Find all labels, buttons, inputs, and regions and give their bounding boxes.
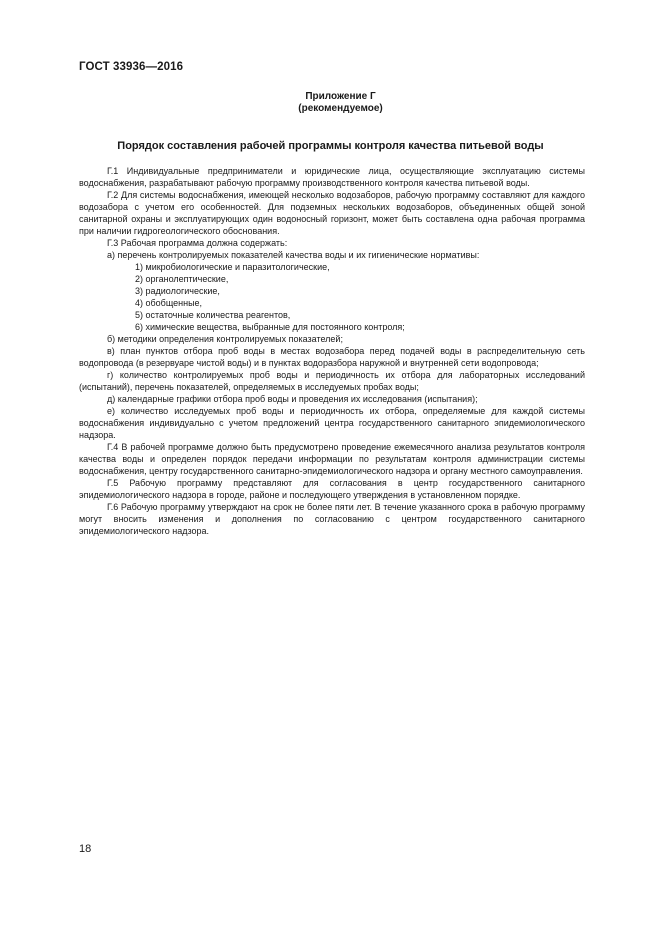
list-item-a: а) перечень контролируемых показателей качества воды и их гигиенические нормативы: bbox=[107, 250, 480, 260]
list-item-v: в) план пунктов отбора проб воды в местах водозабора перед подачей воды в распределительную сеть водопровода (в резервуаре чистой воды) и в пунктах водоразбора наружной и внутренней сети водопровода; bbox=[79, 346, 585, 368]
annex-heading bbox=[0, 91, 661, 115]
paragraph-g4: Г.4 В рабочей программе должно быть предусмотрено проведение ежемесячного анализа результатов контроля качества воды и определен порядок передачи информации по результатам контроля администрации системы водоснабжения, центру государственного санитарно-эпидемиологического надзора и органу местного самоуправления. bbox=[79, 442, 585, 476]
page-number: 18 bbox=[79, 843, 92, 855]
paragraph-g3: Г.3 Рабочая программа должна содержать: bbox=[107, 238, 288, 248]
sub-item-6: 6) химические вещества, выбранные для постоянного контроля; bbox=[135, 322, 405, 332]
sub-item-1: 1) микробиологические и паразитологические, bbox=[135, 262, 330, 272]
paragraph-g1: Г.1 Индивидуальные предприниматели и юридические лица, осуществляющие эксплуатацию системы водоснабжения, разрабатывают рабочую программу производственного контроля качества питьевой воды. bbox=[79, 166, 585, 188]
section-title: Порядок составления рабочей программы контроля качества питьевой воды bbox=[117, 140, 544, 152]
sub-item-4: 4) обобщенные, bbox=[135, 298, 203, 308]
document-body bbox=[79, 165, 585, 537]
document-header: ГОСТ 33936—2016 bbox=[79, 61, 184, 73]
sub-item-5: 5) остаточные количества реагентов, bbox=[135, 310, 291, 320]
annex-type: (рекомендуемое) bbox=[298, 103, 383, 114]
annex-title: Приложение Г bbox=[305, 91, 376, 102]
list-item-d: д) календарные графики отбора проб воды и проведения их исследования (испытания); bbox=[107, 394, 478, 404]
sub-item-2: 2) органолептические, bbox=[135, 274, 229, 284]
paragraph-g2: Г.2 Для системы водоснабжения, имеющей несколько водозаборов, рабочую программу составляют для каждого водозабора с учетом его особенностей. Для подземных нескольких водозаборов, объединенных общей зоной санитарной охраны и эксплуатирующих один водоносный горизонт, может быть составлена одна рабочая программа при наличии гидрогеологического обоснования. bbox=[79, 190, 585, 236]
paragraph-g6: Г.6 Рабочую программу утверждают на срок не более пяти лет. В течение указанного срока в рабочую программу могут вносить изменения и дополнения по согласованию с центром государственного санитарного эпидемиологического надзора. bbox=[79, 502, 585, 536]
list-item-e: е) количество исследуемых проб воды и периодичность их отбора, определяемые для каждой системы водоснабжения индивидуально с учетом предложений центра государственного санитарного эпидемиологического надзора. bbox=[79, 406, 585, 440]
list-item-b: б) методики определения контролируемых показателей; bbox=[107, 334, 343, 344]
paragraph-g5: Г.5 Рабочую программу представляют для согласования в центр государственного санитарного эпидемиологического надзора в городе, районе и последующего утверждения в установленном порядке. bbox=[79, 478, 585, 500]
sub-item-3: 3) радиологические, bbox=[135, 286, 220, 296]
list-item-g: г) количество контролируемых проб воды и периодичность их отбора для лабораторных исследований (испытаний), перечень показателей, определяемых в исследуемых пробах воды; bbox=[79, 370, 585, 392]
